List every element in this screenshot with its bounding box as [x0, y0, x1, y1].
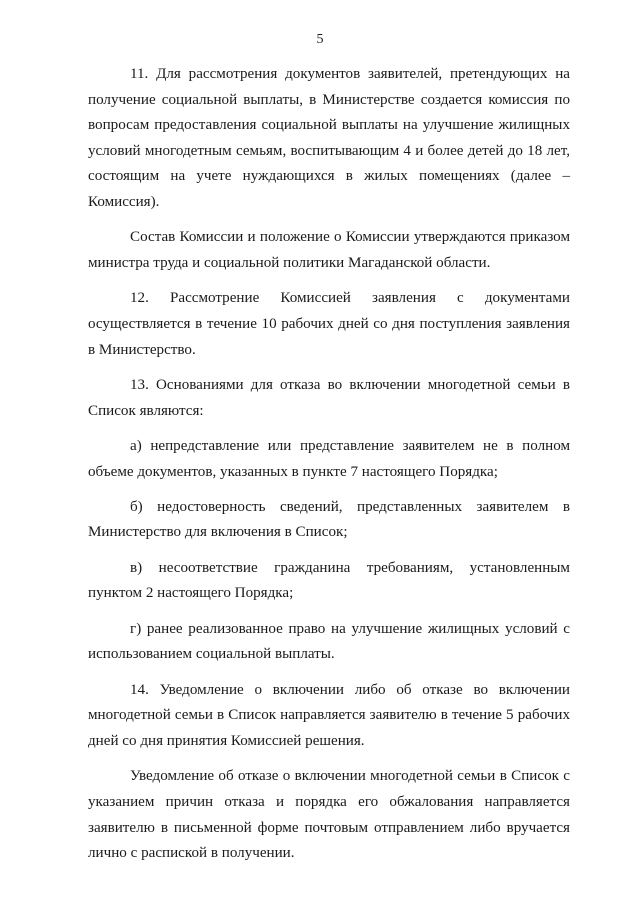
page-number: 5	[316, 32, 324, 47]
list-item-v: в) несоответствие гражданина требованиям, установленным пунктом 2 настоящего Порядка;	[88, 559, 570, 602]
paragraph-commission-composition: Состав Комиссии и положение о Комиссии утверждаются приказом министра труда и социальной политики Магаданской области.	[88, 229, 570, 271]
list-item-a: а) непредставление или представление заявителем не в полном объеме документов, указанных в пункте 7 настоящего Порядка;	[88, 437, 570, 480]
paragraph-item-12: 12. Рассмотрение Комиссией заявления с документами осуществляется в течение 10 рабочих дней со дня поступления заявления в Министерство.	[88, 290, 570, 358]
document-body	[88, 62, 570, 877]
paragraph-item-14: 14. Уведомление о включении либо об отказе во включении многодетной семьи в Список направляется заявителю в течение 5 рабочих дней со дня принятия Комиссией решения.	[88, 681, 570, 750]
list-item-g: г) ранее реализованное право на улучшение жилищных условий с использованием социальной выплаты.	[88, 620, 570, 663]
paragraph-refusal-notice: Уведомление об отказе о включении многодетной семьи в Список с указанием причин отказа и порядка его обжалования направляется заявителю в письменной форме почтовым отправлением либо вручается лично с распиской в получении.	[88, 768, 570, 862]
paragraph-item-11: 11. Для рассмотрения документов заявителей, претендующих на получение социальной выплаты, в Министерстве создается комиссия по вопросам предоставления социальной выплаты на улучшение жилищных условий многодетным семьям, воспитывающим 4 и более детей до 18 лет, состоящим на учете нуждающихся в жилых помещениях (далее – Комиссия).	[88, 66, 570, 210]
list-item-b: б) недостоверность сведений, представленных заявителем в Министерство для включения в Список;	[88, 498, 570, 541]
paragraph-item-13: 13. Основаниями для отказа во включении многодетной семьи в Список являются:	[88, 376, 570, 419]
